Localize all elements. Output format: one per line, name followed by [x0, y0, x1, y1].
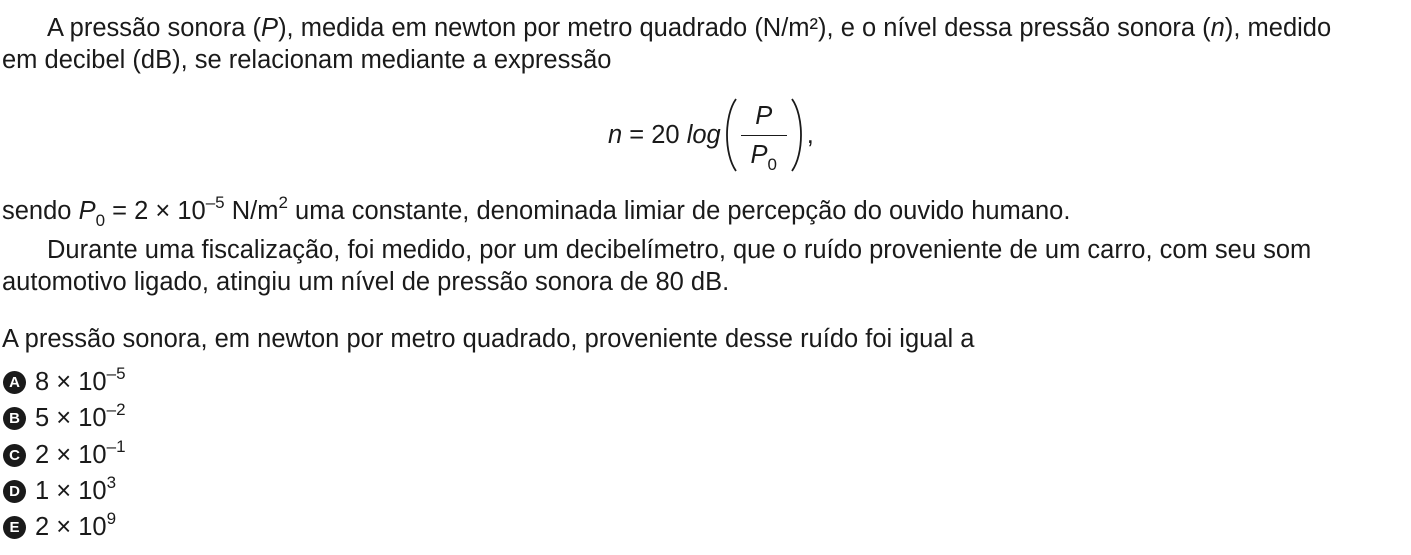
constant-exponent: –5 — [205, 193, 225, 212]
formula-equals: = 20 — [622, 120, 687, 149]
question-prompt: A pressão sonora, em newton por metro quadrado, proveniente desse ruído foi igual a — [2, 325, 975, 353]
context-line-1: Durante uma fiscalização, foi medido, por um decibelímetro, que o ruído proveniente de um carro, com seu som — [47, 236, 1312, 264]
intro-line-1 — [47, 13, 1331, 43]
intro-text: A pressão sonora ( — [47, 14, 262, 42]
constant-description: uma constante, denominada limiar de percepção do ouvido humano. — [287, 197, 1071, 225]
formula-log: log — [686, 120, 721, 149]
unit-exponent: 2 — [278, 193, 288, 212]
formula-comma: , — [806, 120, 814, 149]
option-value: $2 \times 10^{-1}$ — [35, 437, 126, 469]
option-d[interactable] — [3, 473, 117, 506]
option-value: $5 \times 10^{-2}$ — [35, 400, 126, 432]
option-value: $1 \times 10^3$ — [35, 473, 117, 505]
context-line-2: automotivo ligado, atingiu um nível de pressão sonora de 80 dB. — [2, 268, 730, 296]
option-c[interactable] — [3, 437, 126, 470]
option-a[interactable] — [3, 364, 126, 397]
option-letter-badge: C — [3, 444, 26, 467]
option-b[interactable] — [3, 400, 126, 433]
option-value: $8 \times 10^{-5}$ — [35, 364, 126, 396]
variable-p: P — [261, 14, 279, 42]
fraction-denominator — [742, 136, 784, 174]
constant-symbol: P — [78, 197, 96, 225]
intro-text: ), medida em newton por metro quadrado (N/m²), e o nível dessa pressão sonora ( — [278, 14, 1211, 42]
formula — [608, 92, 814, 178]
constant-value: = 2 × 10 — [105, 197, 206, 225]
constant-prefix: sendo — [2, 197, 79, 225]
constant-line — [2, 193, 1071, 230]
variable-n: n — [1210, 14, 1225, 42]
fraction-numerator: P — [755, 101, 773, 130]
denominator-base: P — [750, 140, 768, 169]
constant-unit: N/m — [224, 197, 279, 225]
fraction — [741, 101, 787, 174]
constant-subscript: 0 — [95, 211, 106, 230]
option-e[interactable] — [3, 509, 117, 542]
intro-line-2: em decibel (dB), se relacionam mediante a expressão — [2, 46, 612, 74]
option-letter-badge: E — [3, 516, 26, 539]
right-paren-icon — [789, 96, 807, 174]
option-letter-badge: D — [3, 480, 26, 503]
formula-lhs: n — [608, 120, 623, 149]
option-value: $2 \times 10^9$ — [35, 509, 117, 541]
left-paren-icon — [721, 96, 739, 174]
option-letter-badge: A — [3, 371, 26, 394]
option-letter-badge: B — [3, 407, 26, 430]
intro-text: ), medido — [1224, 14, 1332, 42]
denominator-subscript: 0 — [767, 154, 777, 174]
